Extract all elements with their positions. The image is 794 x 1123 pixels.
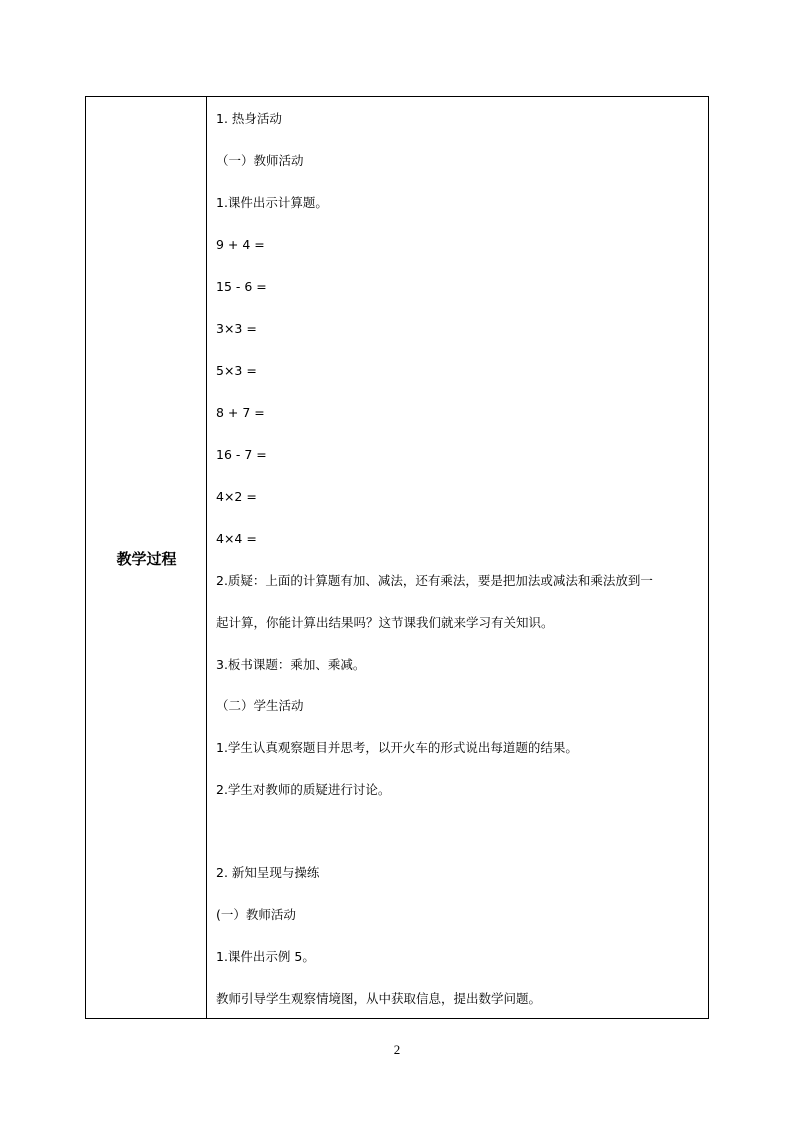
- subheading-teacher-activity: （一）教师活动: [216, 153, 304, 168]
- content-line: 1.课件出示例 5。: [216, 949, 315, 964]
- math-problem: 16 - 7 =: [216, 447, 267, 462]
- content-line: 3.板书课题：乘加、乘减。: [216, 657, 366, 672]
- math-problem: 4×2 =: [216, 489, 257, 504]
- subheading-teacher-activity: (一）教师活动: [216, 907, 296, 922]
- content-line: 1.学生认真观察题目并思考，以开火车的形式说出每道题的结果。: [216, 740, 578, 755]
- math-problem: 9 + 4 =: [216, 237, 265, 252]
- math-problem: 4×4 =: [216, 531, 257, 546]
- content-line: 2.学生对教师的质疑进行讨论。: [216, 782, 391, 797]
- content-line: 教师引导学生观察情境图，从中获取信息，提出数学问题。: [216, 991, 542, 1006]
- heading-new-knowledge: 2. 新知呈现与操练: [216, 865, 320, 880]
- math-problem: 5×3 =: [216, 363, 257, 378]
- content-line: 1.课件出示计算题。: [216, 195, 328, 210]
- section-label: 教学过程: [116, 550, 177, 568]
- section-label-cell: [86, 97, 207, 1018]
- content-line: 起计算，你能计算出结果吗？这节课我们就来学习有关知识。: [216, 615, 554, 630]
- page-number: 2: [393, 1042, 401, 1057]
- math-problem: 8 + 7 =: [216, 405, 265, 420]
- math-problem: 3×3 =: [216, 321, 257, 336]
- lesson-plan-table: [85, 96, 709, 1019]
- math-problem: 15 - 6 =: [216, 279, 267, 294]
- content-line: 2.质疑：上面的计算题有加、减法，还有乘法，要是把加法或减法和乘法放到一: [216, 573, 653, 588]
- heading-warmup: 1. 热身活动: [216, 111, 282, 126]
- subheading-student-activity: （二）学生活动: [216, 698, 304, 713]
